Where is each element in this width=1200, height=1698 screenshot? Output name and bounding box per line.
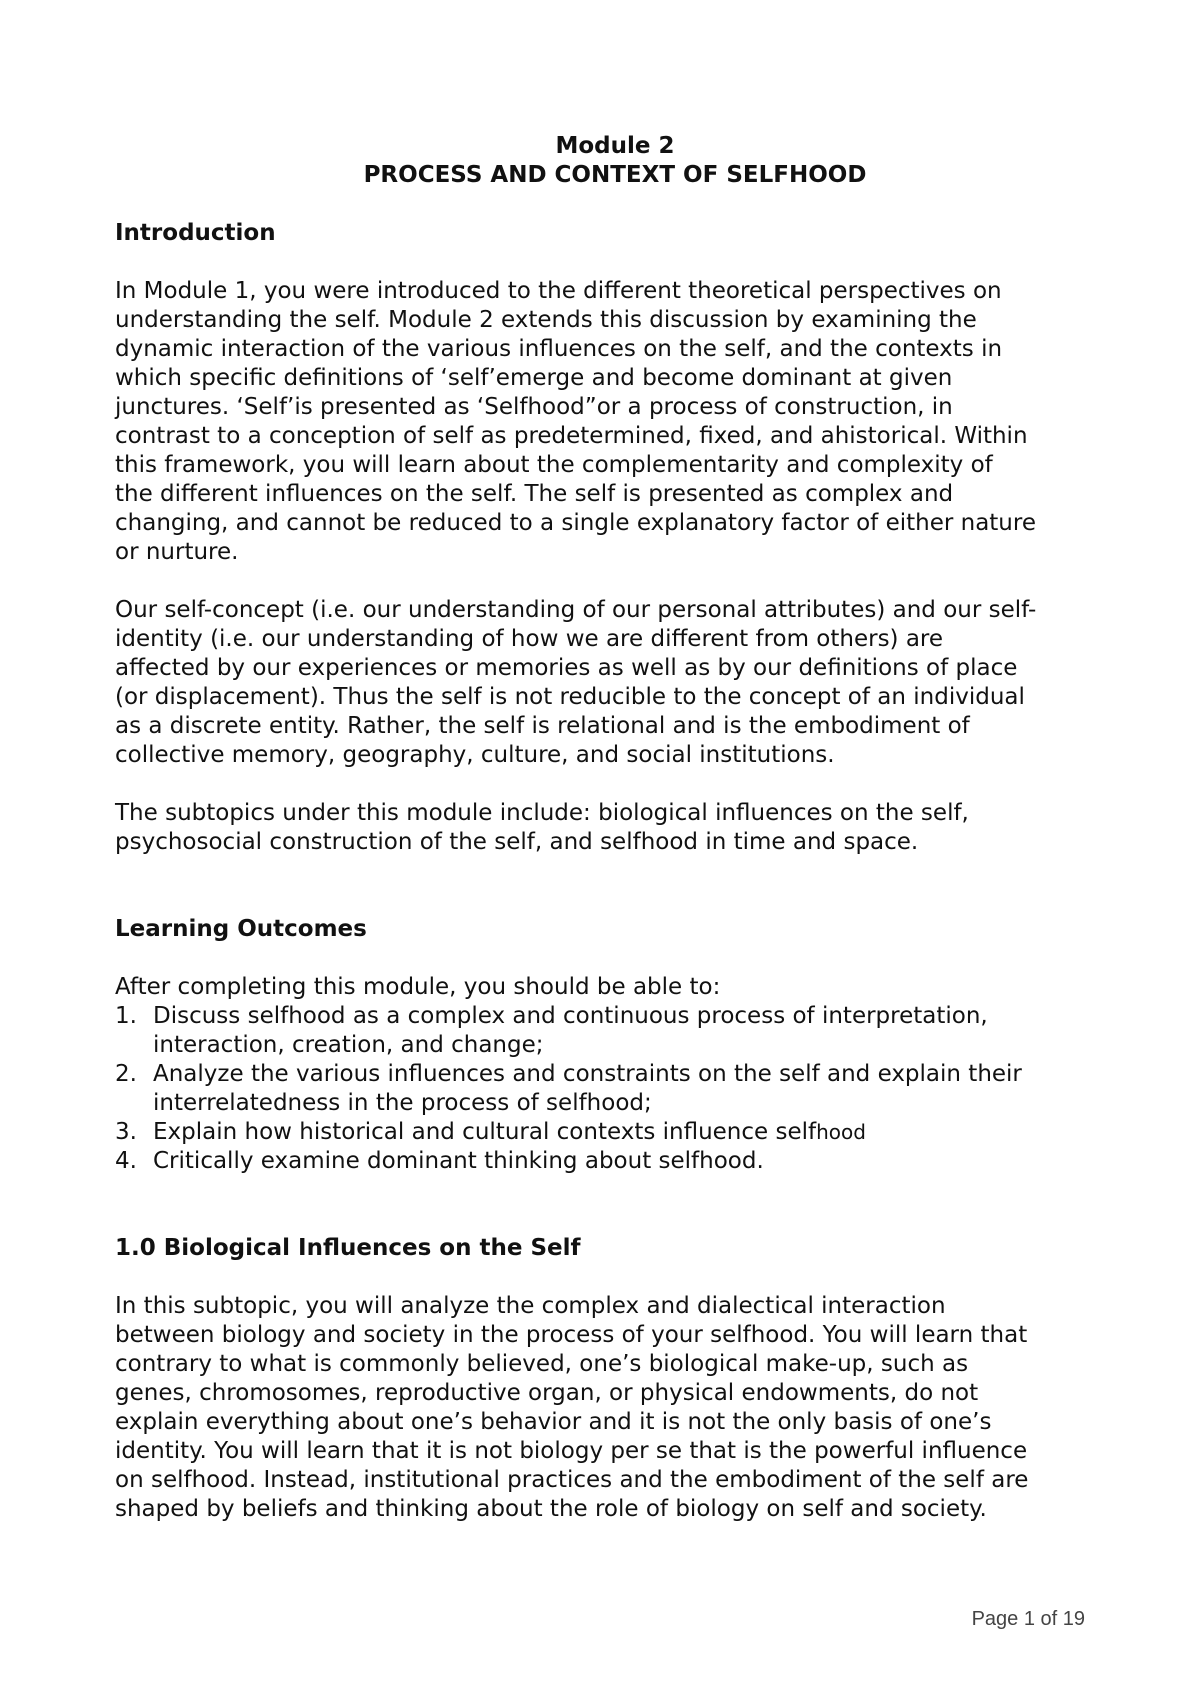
text-line: psychosocial construction of the self, and selfhood in time and space. [115, 829, 919, 855]
biological-heading: 1.0 Biological Influences on the Self [115, 1235, 581, 1261]
biological-paragraph [115, 1292, 1115, 1524]
text-line: shaped by beliefs and thinking about the role of biology on self and society. [115, 1496, 987, 1522]
text-line: as a discrete entity. Rather, the self is relational and is the embodiment of [115, 713, 970, 739]
text-line: Critically examine dominant thinking about selfhood. [153, 1148, 764, 1174]
text-line: collective memory, geography, culture, and social institutions. [115, 742, 835, 768]
text-line: contrary to what is commonly believed, one’s biological make-up, such as [115, 1351, 969, 1377]
text-line: explain everything about one’s behavior and it is not the only basis of one’s [115, 1409, 992, 1435]
text-line: between biology and society in the process of your selfhood. You will learn that [115, 1322, 1028, 1348]
learning-outcomes-intro: After completing this module, you should be able to: [115, 974, 721, 1000]
text-line: this framework, you will learn about the complementarity and complexity of [115, 452, 993, 478]
learning-outcomes-heading: Learning Outcomes [115, 916, 367, 942]
list-item [115, 1060, 1115, 1118]
text-line: changing, and cannot be reduced to a single explanatory factor of either nature [115, 510, 1036, 536]
text-line: identity (i.e. our understanding of how we are different from others) are [115, 626, 944, 652]
text-line: junctures. ‘Self’is presented as ‘Selfhood”or a process of construction, in [115, 394, 953, 420]
list-item [115, 1002, 1115, 1060]
list-item [115, 1147, 1115, 1176]
text-line: affected by our experiences or memories as well as by our definitions of place [115, 655, 1018, 681]
text-line: Analyze the various influences and constraints on the self and explain their [153, 1061, 1022, 1087]
list-number: 4. [115, 1148, 137, 1174]
text-line: on selfhood. Instead, institutional practices and the embodiment of the self are [115, 1467, 1029, 1493]
list-number: 3. [115, 1119, 137, 1145]
text-line: interrelatedness in the process of selfhood; [153, 1090, 652, 1116]
intro-paragraph-3 [115, 799, 1115, 857]
text-line: The subtopics under this module include: biological influences on the self, [115, 800, 969, 826]
text-line: which specific definitions of ‘self’emerge and become dominant at given [115, 365, 953, 391]
text-line: Discuss selfhood as a complex and continuous process of interpretation, [153, 1003, 988, 1029]
text-line: contrast to a conception of self as predetermined, fixed, and ahistorical. Within [115, 423, 1028, 449]
page-number: Page 1 of 19 [971, 1608, 1085, 1630]
text-line: understanding the self. Module 2 extends this discussion by examining the [115, 307, 977, 333]
intro-paragraph-2 [115, 596, 1115, 770]
text-line: dynamic interaction of the various influences on the self, and the contexts in [115, 336, 1003, 362]
intro-paragraph-1 [115, 277, 1115, 567]
text-line: identity. You will learn that it is not biology per se that is the powerful influence [115, 1438, 1028, 1464]
text-line: or nurture. [115, 539, 239, 565]
text-segment: Explain how historical and cultural contexts influence self [153, 1119, 817, 1145]
module-title: PROCESS AND CONTEXT OF SELFHOOD [363, 162, 867, 188]
list-number: 2. [115, 1061, 137, 1087]
text-line: the different influences on the self. The self is presented as complex and [115, 481, 954, 507]
text-line: (or displacement). Thus the self is not reducible to the concept of an individual [115, 684, 1025, 710]
document-page [115, 132, 1115, 1524]
text-segment-small: hood [816, 1120, 866, 1144]
text-line: In Module 1, you were introduced to the different theoretical perspectives on [115, 278, 1002, 304]
text-line [153, 1118, 1115, 1147]
text-line: genes, chromosomes, reproductive organ, or physical endowments, do not [115, 1380, 979, 1406]
list-item [115, 1118, 1115, 1147]
text-line: interaction, creation, and change; [153, 1032, 544, 1058]
introduction-heading: Introduction [115, 220, 276, 246]
text-line: In this subtopic, you will analyze the complex and dialectical interaction [115, 1293, 946, 1319]
learning-outcomes-list [115, 1002, 1115, 1176]
text-line: Our self-concept (i.e. our understanding of our personal attributes) and our self- [115, 597, 1037, 623]
list-number: 1. [115, 1003, 137, 1029]
module-number: Module 2 [555, 133, 675, 159]
